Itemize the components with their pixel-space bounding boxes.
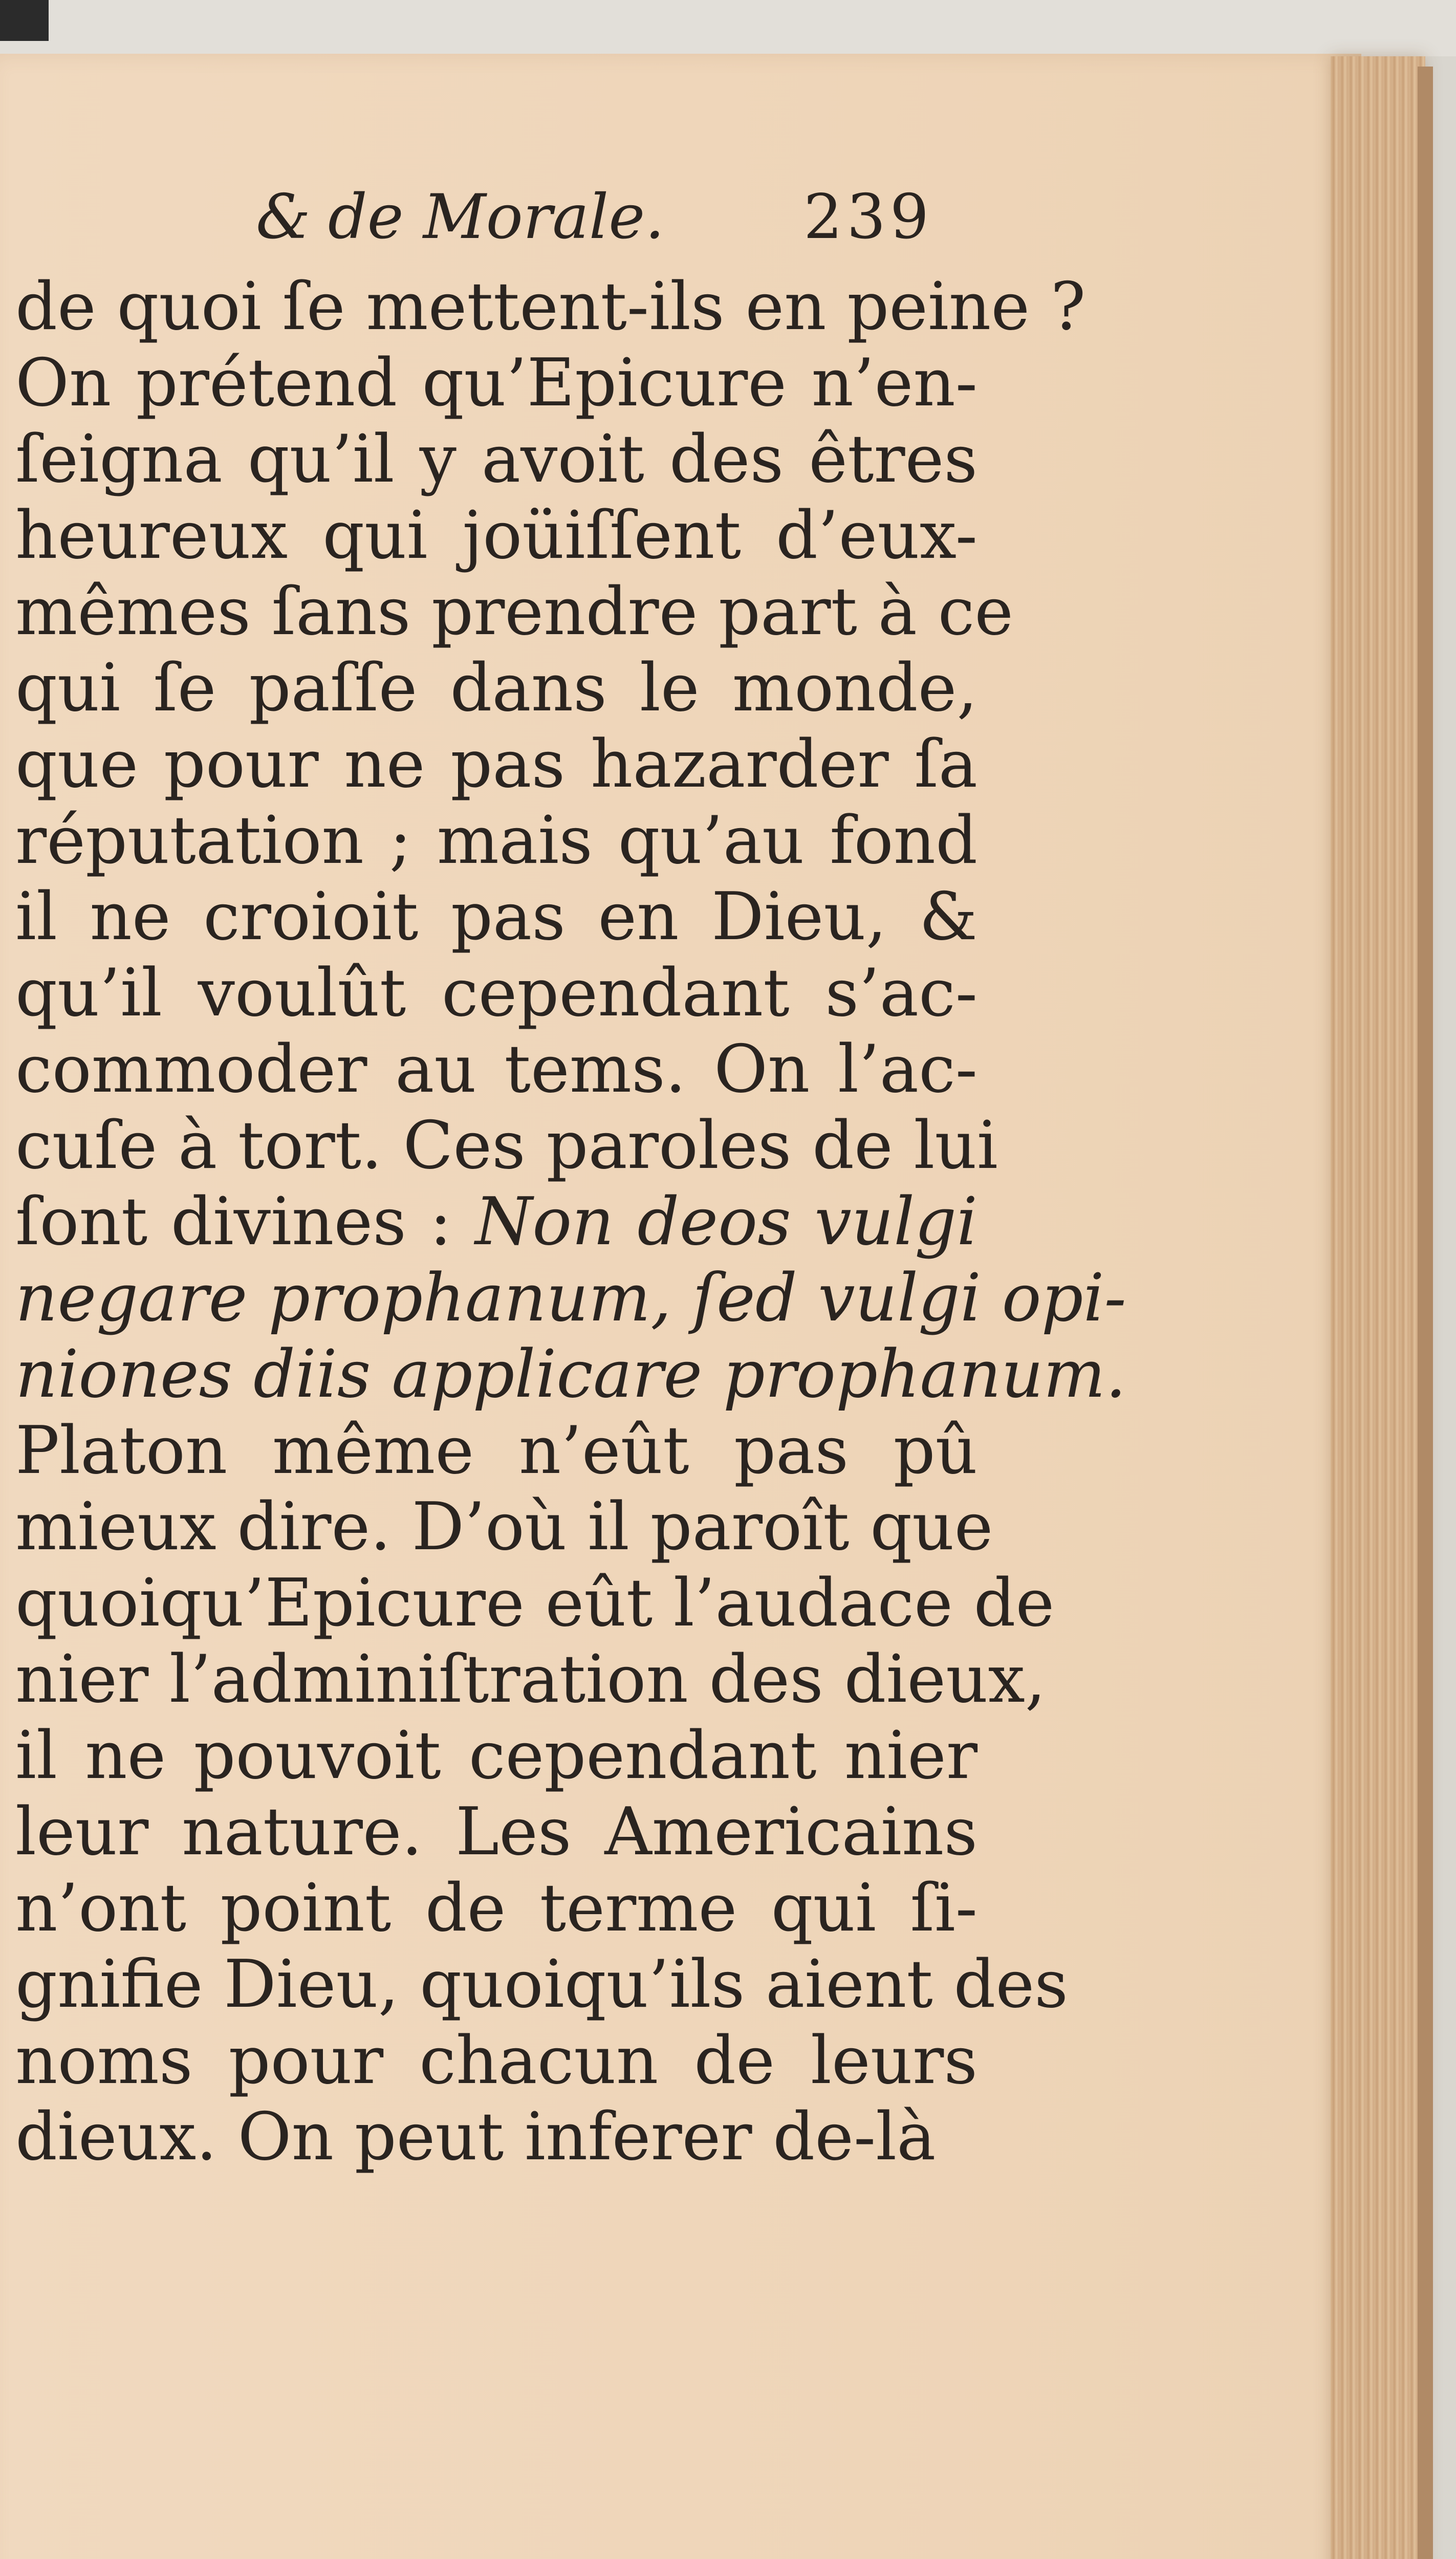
text-line: mêmes ſans prendre part à ce: [15, 574, 1013, 650]
text-line: que pour ne pas hazarder ſa: [15, 726, 977, 803]
text-line: cuſe à tort. Ces paroles de lui: [15, 1108, 998, 1184]
running-title-text: de Morale.: [328, 182, 665, 253]
running-title: [256, 179, 664, 256]
text-line: Platon même n’eût pas pû: [15, 1413, 977, 1489]
page-edge-shadow: [1418, 67, 1433, 2559]
scan-corner-top-left: [0, 0, 49, 41]
latin-quote-line: negare prophanum, ſed vulgi opi-: [15, 1260, 1126, 1336]
scan-background-top: [0, 0, 1456, 56]
text-line: de quoi ſe mettent-ils en peine ?: [15, 269, 1086, 345]
text-line: dieux. On peut inferer de-là: [15, 2099, 936, 2175]
text-line-with-quote: [15, 1184, 977, 1260]
text-line: ſeigna qu’il y avoit des êtres: [15, 421, 977, 497]
text-line: réputation ; mais qu’au fond: [15, 803, 977, 879]
text-line: nier l’adminiſtration des dieux,: [15, 1641, 1046, 1718]
text-line: gnifie Dieu, quoiqu’ils aient des: [15, 1946, 1068, 2023]
header-ampersand: &: [256, 182, 311, 253]
page-number: 239: [803, 182, 933, 253]
page-header: [256, 179, 972, 256]
text-line: n’ont point de terme qui ſi-: [15, 1870, 977, 1946]
body-text: [15, 269, 1126, 2175]
text-line: commoder au tems. On l’ac-: [15, 1031, 977, 1108]
text-line: quoiqu’Epicure eût l’audace de: [15, 1565, 1055, 1641]
text-line-start: ſont divines :: [15, 1184, 452, 1260]
page-edge: [1331, 56, 1425, 2559]
latin-quote-line: niones diis applicare prophanum.: [15, 1336, 1126, 1413]
latin-quote-part: Non deos vulgi: [475, 1184, 978, 1260]
text-line: il ne pouvoit cependant nier: [15, 1718, 977, 1794]
text-line: il ne croioit pas en Dieu, &: [15, 879, 977, 955]
text-line: qui ſe paſſe dans le monde,: [15, 650, 977, 726]
text-line: noms pour chacun de leurs: [15, 2023, 977, 2099]
text-line: leur nature. Les Americains: [15, 1794, 977, 1870]
text-line: qu’il voulût cependant s’ac-: [15, 955, 977, 1031]
text-line: On prétend qu’Epicure n’en-: [15, 345, 977, 421]
text-line: heureux qui joüiſſent d’eux-: [15, 497, 977, 574]
text-line: mieux dire. D’où il paroît que: [15, 1489, 993, 1565]
